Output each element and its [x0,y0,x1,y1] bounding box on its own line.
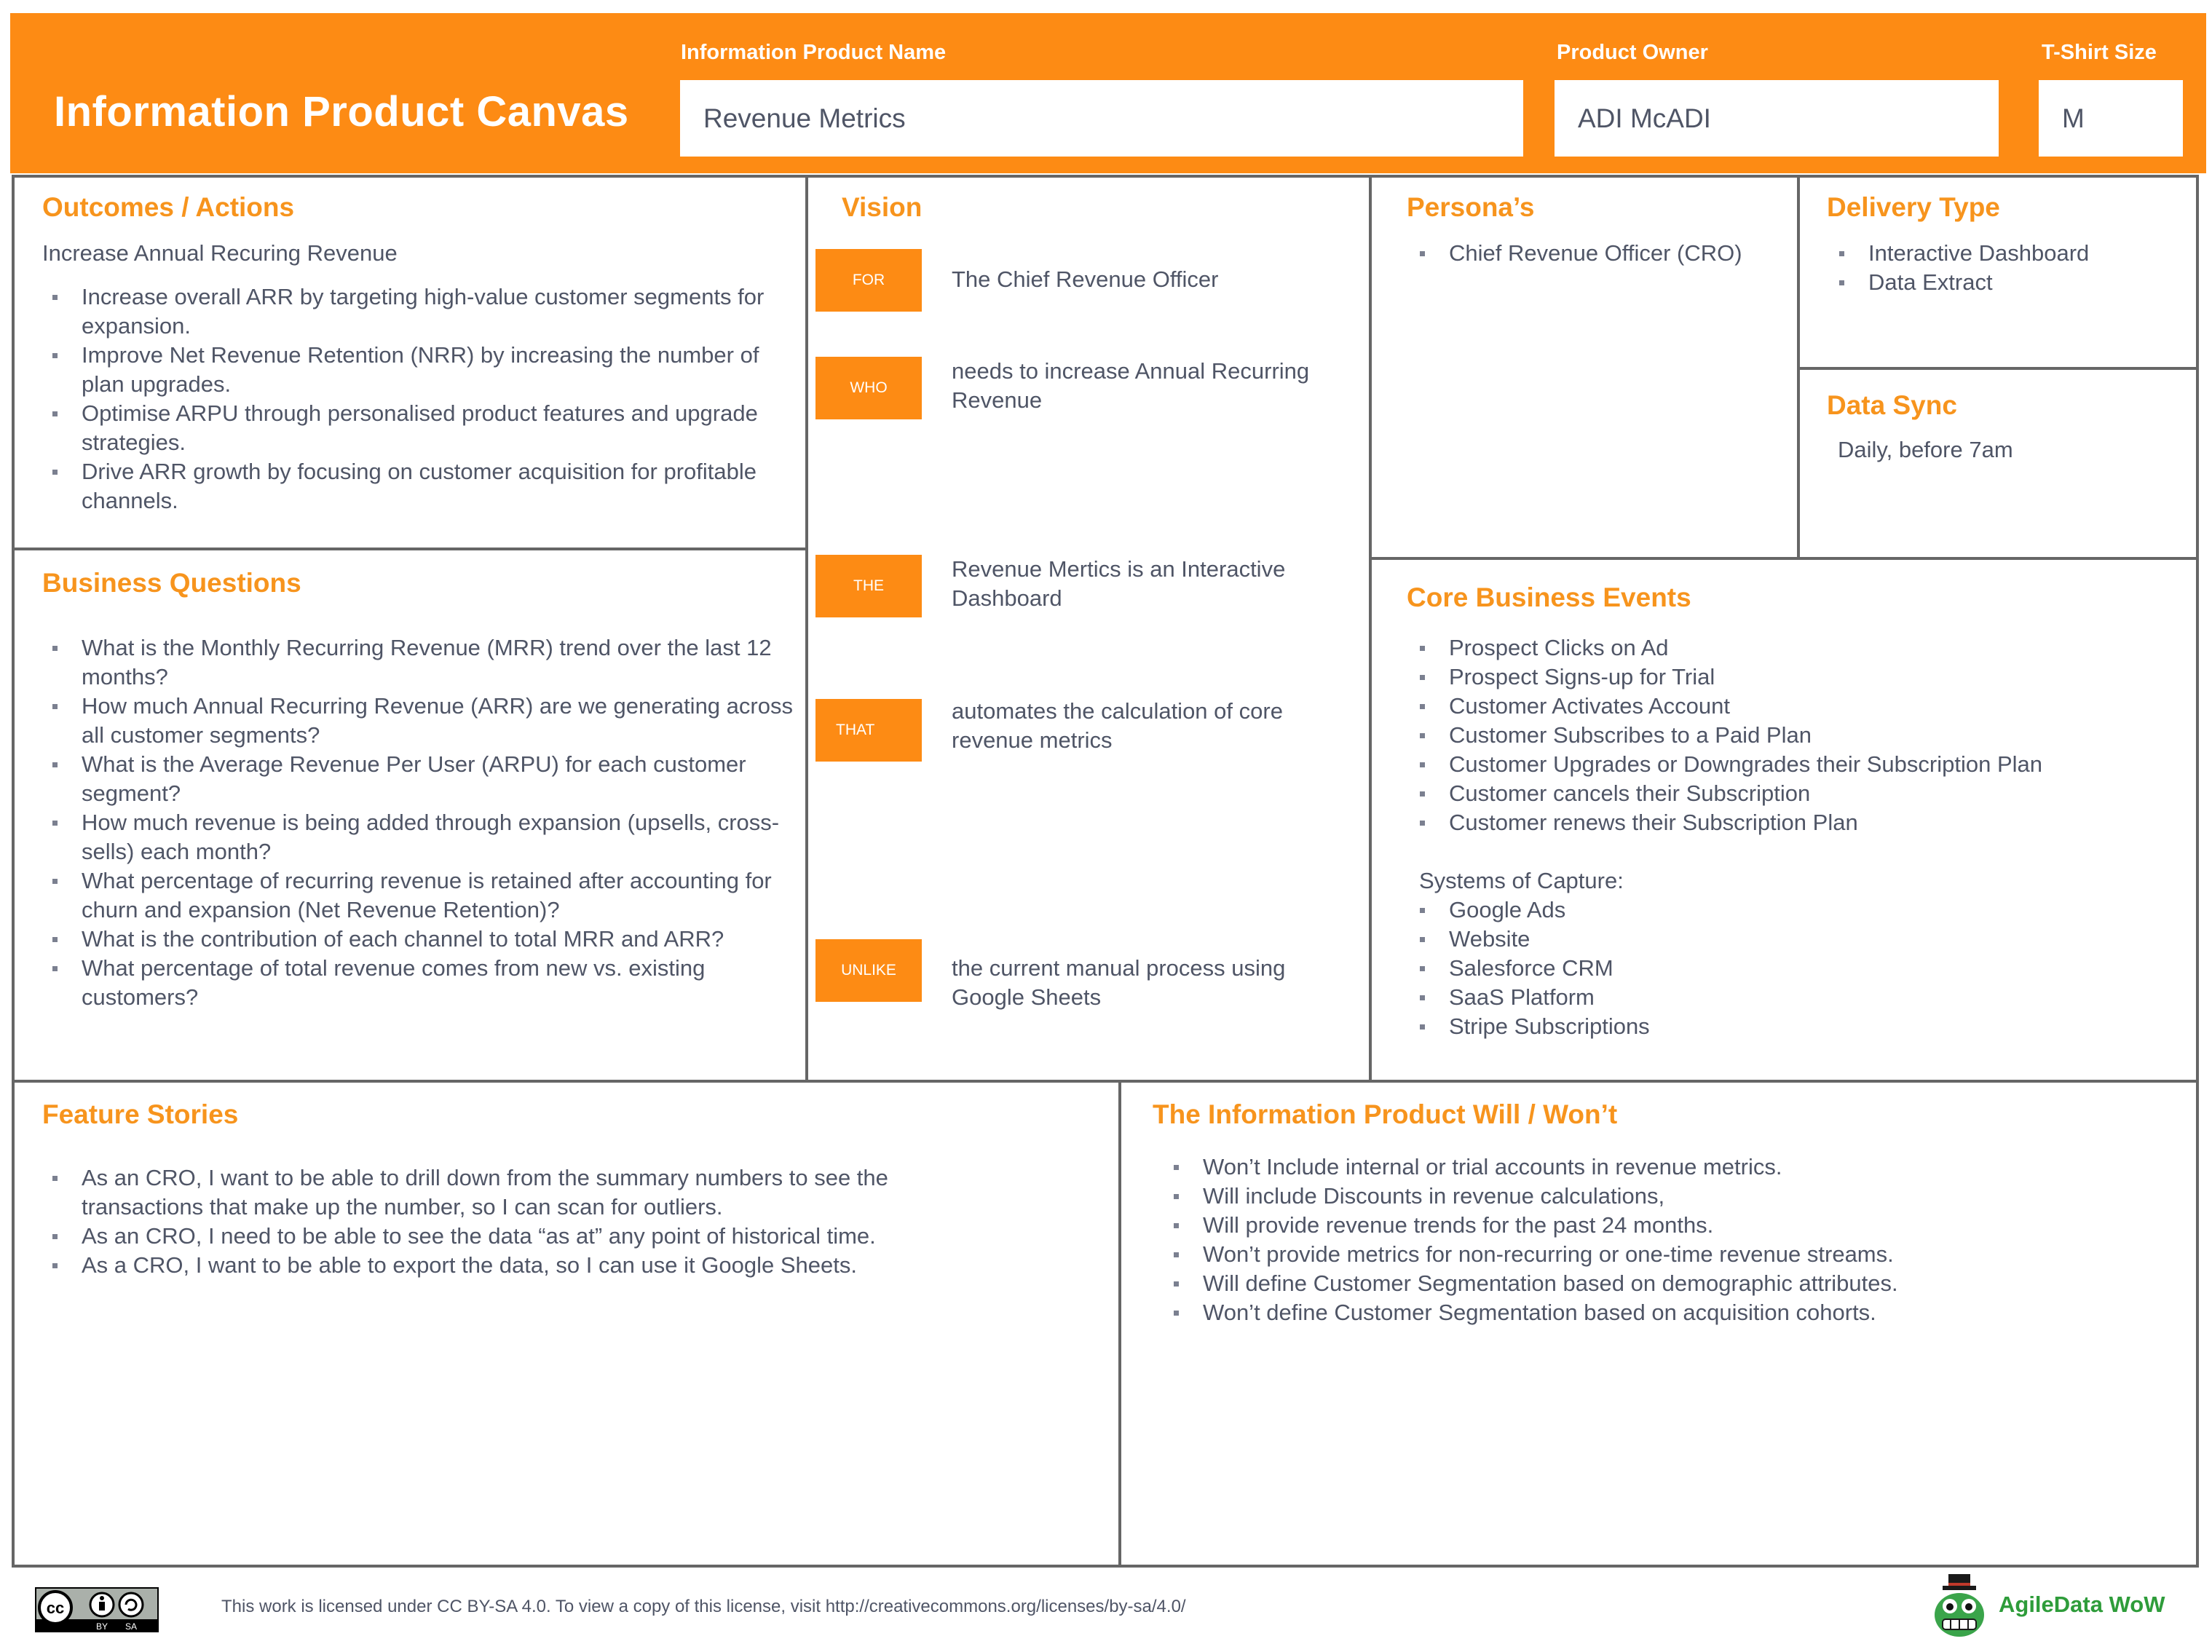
cc-license-badge[interactable] [35,1587,159,1632]
grid-col1-divider [805,175,808,1081]
list-item: Prospect Signs-up for Trial [1410,663,2189,692]
vision-the-text: Revenue Mertics is an Interactive Dashboard [952,556,1286,611]
tshirt-size-label: T-Shirt Size [2042,41,2157,64]
feature-stories-list [42,1163,974,1280]
list-item: Chief Revenue Officer (CRO) [1410,239,1796,268]
will-wont-heading: The Information Product Will / Won’t [1153,1099,1618,1129]
agiledata-mascot-icon [1928,1573,1991,1640]
list-item: What is the Average Revenue Per User (ARPU) for each customer segment? [42,750,799,808]
list-item: Will provide revenue trends for the past 24 months. [1164,1211,2183,1240]
list-item: SaaS Platform [1410,983,2189,1012]
list-item: Won’t provide metrics for non-recurring or one-time revenue streams. [1164,1240,2183,1269]
license-text: This work is licensed under CC BY-SA 4.0. To view a copy of this license, visit http://creativecommons.org/licenses/by-sa/4.0/ [221,1597,1186,1616]
list-item: Increase overall ARR by targeting high-value customer segments for expansion. [42,282,792,341]
tshirt-size-field[interactable] [2039,80,2183,157]
vision-badge-who: WHO [815,357,922,419]
outcomes-heading: Outcomes / Actions [42,192,295,222]
list-item: Website [1410,925,2189,954]
business-questions-heading: Business Questions [42,568,301,598]
tshirt-size-value: M [2062,103,2085,133]
cc-by-label: BY [95,1621,108,1632]
product-owner-value: ADI McADI [1578,103,1711,133]
list-item: Drive ARR growth by focusing on customer acquisition for profitable channels. [42,457,792,515]
list-item: Improve Net Revenue Retention (NRR) by increasing the number of plan upgrades. [42,341,792,399]
list-item: Data Extract [1829,268,2193,297]
grid-delivery-divider [1798,367,2197,370]
personas-list [1410,239,1796,268]
list-item: Customer Upgrades or Downgrades their Subscription Plan [1410,750,2189,779]
core-events-list [1410,633,2189,837]
brand-name: AgileData WoW [1999,1592,2165,1617]
list-item: Customer Subscribes to a Paid Plan [1410,721,2189,750]
list-item: As an CRO, I need to be able to see the data “as at” any point of historical time. [42,1222,974,1251]
personas-heading: Persona’s [1407,192,1535,222]
list-item: What percentage of recurring revenue is retained after accounting for churn and expansion (Net Revenue Retention)? [42,866,799,925]
list-item: Won’t define Customer Segmentation based on acquisition cohorts. [1164,1298,2183,1327]
list-item: Prospect Clicks on Ad [1410,633,2189,663]
list-item: Interactive Dashboard [1829,239,2193,268]
list-item: Google Ads [1410,896,2189,925]
list-item: Will define Customer Segmentation based on demographic attributes. [1164,1269,2183,1298]
grid-top-border [12,175,2199,178]
cc-sa-label: SA [125,1621,138,1632]
outcomes-list [42,282,792,515]
product-name-field[interactable] [680,80,1523,157]
will-wont-list [1164,1153,2183,1327]
business-questions-list [42,633,799,1012]
grid-left-border [12,175,15,1568]
list-item: Optimise ARPU through personalised product features and upgrade strategies. [42,399,792,457]
product-owner-label: Product Owner [1557,41,1708,64]
outcomes-intro: Increase Annual Recuring Revenue [42,240,398,266]
grid-col2-divider [1369,175,1372,1081]
list-item: As an CRO, I want to be able to drill down from the summary numbers to see the transactions that make up the number, so I can scan for outliers. [42,1163,974,1222]
list-item: What is the Monthly Recurring Revenue (MRR) trend over the last 12 months? [42,633,799,692]
grid-persona-divider [1370,557,2197,560]
cc-label: cc [46,1599,65,1617]
vision-who-text: needs to increase Annual Recurring Revenue [952,358,1310,413]
feature-stories-heading: Feature Stories [42,1099,239,1129]
delivery-type-list [1829,239,2193,297]
systems-of-capture-list [1410,896,2189,1041]
product-name-value: Revenue Metrics [703,103,906,133]
list-item: How much Annual Recurring Revenue (ARR) are we generating across all customer segments? [42,692,799,750]
list-item: Salesforce CRM [1410,954,2189,983]
vision-for-text: The Chief Revenue Officer [952,266,1219,292]
grid-outcomes-divider [12,548,807,550]
vision-badge-that: THAT [815,699,922,762]
product-owner-field[interactable] [1555,80,1999,157]
vision-badge-unlike: UNLIKE [815,939,922,1002]
data-sync-value: Daily, before 7am [1838,437,2013,462]
grid-bottom-border [12,1565,2199,1568]
list-item: Will include Discounts in revenue calculations, [1164,1182,2183,1211]
list-item: As a CRO, I want to be able to export the data, so I can use it Google Sheets. [42,1251,974,1280]
delivery-type-heading: Delivery Type [1827,192,2000,222]
list-item: What is the contribution of each channel to total MRR and ARR? [42,925,799,954]
vision-that-text: automates the calculation of core revenue metrics [952,698,1283,753]
vision-badge-for: FOR [815,249,922,312]
systems-of-capture-label: Systems of Capture: [1419,868,1624,893]
list-item: How much revenue is being added through expansion (upsells, cross-sells) each month? [42,808,799,866]
list-item: Won’t Include internal or trial accounts in revenue metrics. [1164,1153,2183,1182]
grid-middle-divider [12,1080,2199,1083]
grid-bottom-col-divider [1118,1081,1121,1566]
vision-heading: Vision [842,192,923,222]
vision-badge-the: THE [815,555,922,617]
list-item: Customer cancels their Subscription [1410,779,2189,808]
list-item: Stripe Subscriptions [1410,1012,2189,1041]
product-name-label: Information Product Name [681,41,947,64]
data-sync-heading: Data Sync [1827,390,1957,420]
list-item: What percentage of total revenue comes from new vs. existing customers? [42,954,799,1012]
core-events-heading: Core Business Events [1407,582,1691,612]
page-title: Information Product Canvas [54,88,629,135]
list-item: Customer renews their Subscription Plan [1410,808,2189,837]
vision-unlike-text: the current manual process using Google Sheets [952,955,1286,1010]
grid-right-border [2196,175,2199,1568]
list-item: Customer Activates Account [1410,692,2189,721]
